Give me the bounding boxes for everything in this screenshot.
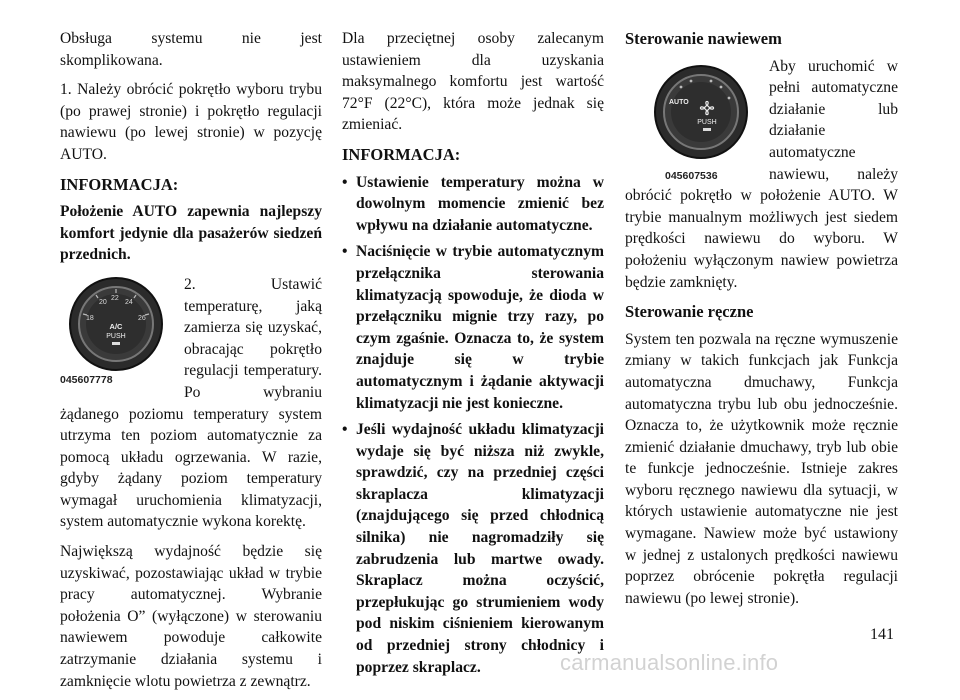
heading-manual-control: Sterowanie ręczne (625, 302, 754, 322)
list-item: • Ustawienie temperatury można w dowolnym momencie zmienić bez wpływu na działanie automatyczne. (342, 173, 604, 234)
paragraph-intro: Obsługa systemu nie jest skomplikowana. (60, 30, 322, 69)
knob-label-push: PUSH (106, 332, 126, 340)
temperature-knob-figure (60, 274, 176, 386)
indicator-led-icon (703, 128, 711, 131)
paragraph-airflow: Aby uruchomić w pełni automatyczne działanie lub działanie automatyczne nawiewu, należy obrócić pokrętło w położenie AUTO. W trybie manualnym możliwych jest siedem prędkości nawiewu do wyboru. W położeniu wyłączonym nawiew powietrza będzie zamknięty. (625, 57, 898, 291)
paragraph-step-2: 2. Ustawić temperaturę, jaką zamierza się uzyskać, obracając pokrętło regulacji temperatury. Po wybraniu żądanego poziomu temperatury system utrzyma ten poziom automatycznie za pomocą układu ogrzewania. W razie, gdyby żądany poziom temperatury wymagał uruchomienia klimatyzacji, system automatycznie wykona korektę. (60, 275, 322, 531)
column-left (60, 28, 322, 700)
tick-label-22: 22 (111, 294, 119, 302)
paragraph-step-1: 1. Należy obrócić pokrętło wyboru trybu (po prawej stronie) i pokrętło regulacji nawiewu (po lewej stronie) w pozycję AUTO. (60, 81, 322, 163)
page-number: 141 (870, 626, 894, 643)
figure-code: 045607778 (60, 373, 113, 386)
list-item: • Naciśnięcie w trybie automatycznym przełącznika sterowania klimatyzacją spowoduje, że dioda w przełączniku mignie trzy razy, po czym zgaśnie. Oznacza to, że system znajduje się w trybie automatycznym i żądanie aktywacji klimatyzacji nie jest konieczne. (342, 243, 604, 412)
temperature-knob-icon (66, 274, 166, 374)
paragraph-manual: System ten pozwala na ręczne wymuszenie zmiany w takich funkcjach jak Funkcja automatyczna dmuchawy, Funkcja automatyczna trybu lub obu jednocześnie. Oznacza to, że użytkownik może ręcznie zmienić działanie dmuchawy, tryb lub obie te funkcje jednocześnie. Istnieje zakres wyboru ręcznego nawiewu dla sytuacji, w których ustawienie automatyczne nie jest wymagane. Nawiew może być ustawiony w jednej z ustalonych prędkości nawiewu poprzez obrócenie pokrętła regulacji nawiewu (po lewej stronie). (625, 330, 898, 607)
indicator-led-icon (112, 342, 120, 345)
paragraph-recommended-temp: Dla przeciętnej osoby zalecanym ustawieniem dla uzyskania maksymalnego komfortu jest wartość 72°F (22°C), która może jednak się zmieniać. (342, 30, 604, 134)
paragraph-efficiency: Największą wydajność będzie się uzyskiwać, pozostawiając układ w trybie pracy automatycznej. Wybranie położenia O” (wyłączone) w sterowaniu nawiewem powoduje całkowite zatrzymanie działania systemu i zamknięcie wlotu powietrza z zewnątrz. (60, 543, 322, 690)
watermark: carmanualsonline.info (560, 650, 779, 675)
info-list (342, 172, 604, 679)
knob-label-auto: AUTO (669, 98, 689, 106)
tick-label-20: 20 (99, 298, 107, 306)
figure-code: 045607536 (665, 169, 718, 182)
column-middle (342, 28, 604, 683)
bullet-icon: • (342, 243, 348, 261)
blower-knob-icon (651, 62, 751, 162)
blower-knob-figure (625, 62, 761, 180)
heading-airflow-control: Sterowanie nawiewem (625, 29, 782, 48)
column-right (625, 28, 898, 617)
tick-label-26: 26 (138, 314, 146, 322)
paragraph-auto-note: Położenie AUTO zapewnia najlepszy komfort jedynie dla pasażerów siedzeń przednich. (60, 203, 322, 264)
tick-label-24: 24 (125, 298, 133, 306)
bullet-icon: • (342, 173, 348, 191)
knob-label-ac: A/C (109, 321, 123, 331)
knob-label-push: PUSH (697, 118, 717, 126)
tick-label-18: 18 (86, 314, 94, 322)
bullet-icon: • (342, 421, 348, 439)
heading-info: INFORMACJA: (60, 174, 179, 194)
heading-info: INFORMACJA: (342, 144, 461, 164)
list-item: • Jeśli wydajność układu klimatyzacji wydaje się być niższa niż zwykle, sprawdzić, czy na przedniej części skraplacza klimatyzacji (znajdującego się przed chłodnicą silnika) nie nagromadziły się zabrudzenia lub martwe owady. Skraplacz można oczyścić, przepłukując go strumieniem wody pod niskim ciśnieniem kierowanym od przedniej strony chłodnicy i poprzez skraplacz. (342, 421, 604, 676)
